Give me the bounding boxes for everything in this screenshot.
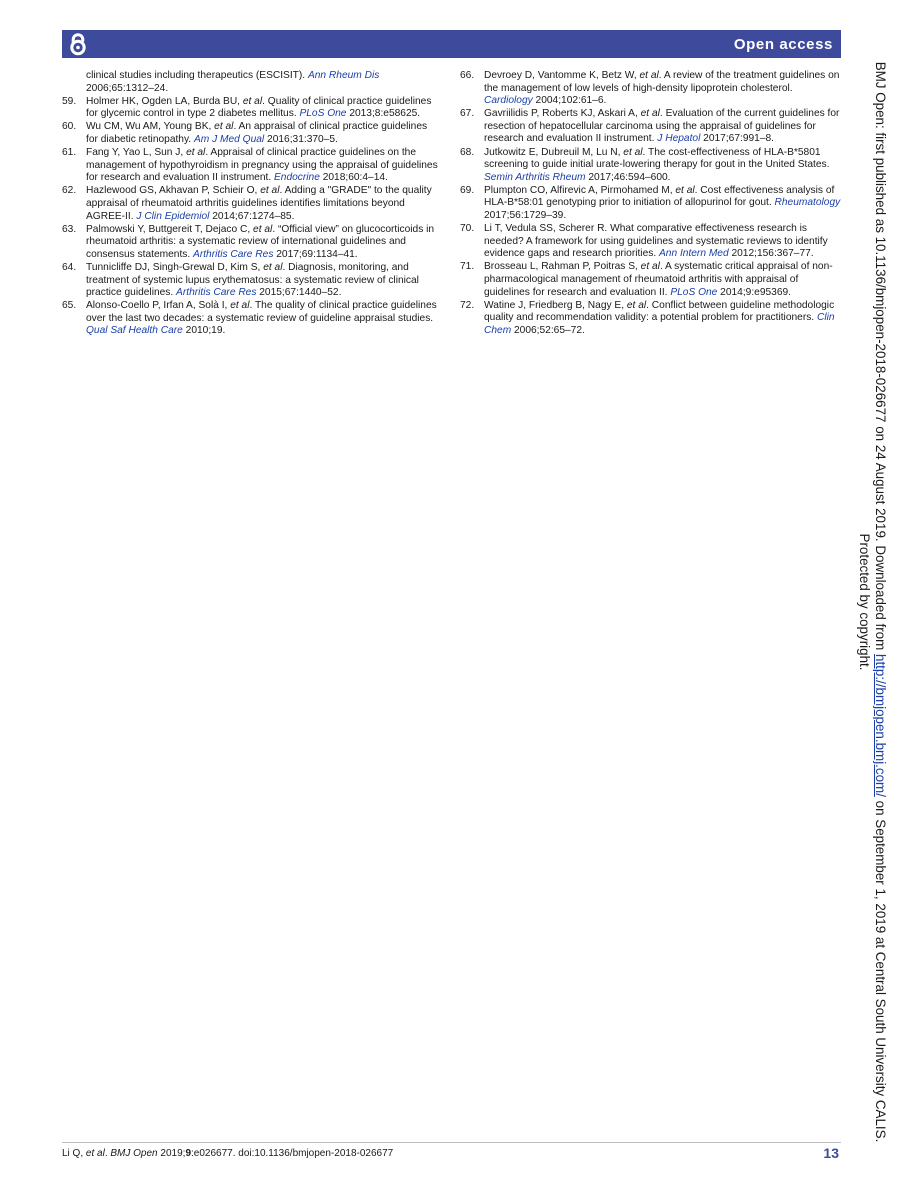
reference-text: . A systematic critical appraisal of non-pharmacological management of rheumatoid arthritis with appraisal of guidelines for research and evaluation II. [484, 261, 833, 298]
reference-citation-detail: 2006;52:65–72. [511, 324, 585, 336]
reference-etal: et al [253, 223, 273, 235]
reference-etal: et al [640, 261, 660, 273]
reference-number: 59. [62, 95, 77, 107]
open-access-label: Open access [733, 36, 833, 53]
reference-item [460, 147, 842, 185]
reference-citation-detail: 2012;156:367–77. [728, 248, 814, 260]
reference-text: Palmowski Y, Buttgereit T, Dejaco C, [86, 223, 254, 235]
reference-text: Fang Y, Yao L, Sun J, [86, 147, 187, 159]
reference-number: 68. [460, 146, 475, 158]
footer-citation [62, 1148, 393, 1159]
reference-etal: et al [186, 147, 206, 159]
reference-item [62, 262, 438, 300]
reference-etal: et al [263, 261, 283, 273]
reference-item [62, 185, 438, 223]
reference-etal: et al [640, 108, 660, 120]
reference-text: . The cost-effectiveness of HLA-B*5801 screening to guide initial urate-lowering therapy for gout in the United States. [484, 146, 830, 171]
reference-citation-detail: 2006;65:1312–24. [86, 82, 169, 94]
reference-number: 60. [62, 121, 77, 133]
reference-number: 65. [62, 300, 77, 312]
reference-text: Hazlewood GS, Akhavan P, Schieir O, [86, 185, 261, 197]
reference-item [62, 300, 438, 338]
reference-journal-link[interactable]: Semin Arthritis Rheum [484, 171, 586, 183]
reference-text: clinical studies including therapeutics (ESCISIT). [86, 70, 308, 81]
reference-list-left-column [62, 70, 438, 338]
reference-item [62, 96, 438, 121]
reference-citation-detail: 2017;46:594–600. [585, 171, 671, 183]
reference-journal-link[interactable]: Rheumatology [774, 197, 841, 209]
reference-text: Li T, Vedula SS, Scherer R. What comparative effectiveness research is needed? A framework for using guidelines and systematic reviews to identify evidence gaps and research priorities. [484, 223, 828, 260]
reference-text: . Cost effectiveness analysis of HLA-B*58:01 genotyping prior to initiation of allopurinol for gout. [484, 184, 835, 209]
reference-number: 72. [460, 299, 475, 311]
reference-text: . Evaluation of the current guidelines for resection of hepatocellular carcinoma using the appraisal of guidelines for research and evaluation II instrument. [484, 108, 840, 145]
reference-citation-detail: 2014;67:1274–85. [209, 210, 295, 222]
reference-item [62, 224, 438, 262]
reference-citation-detail: 2015;67:1440–52. [256, 287, 342, 299]
reference-number: 62. [62, 185, 77, 197]
reference-number: 71. [460, 261, 475, 273]
reference-journal-link[interactable]: Clin Chem [484, 312, 835, 336]
reference-text: Gavriilidis P, Roberts KJ, Askari A, [484, 108, 641, 120]
reference-text: . An appraisal of clinical practice guidelines for diabetic retinopathy. [86, 121, 428, 145]
reference-number: 64. [62, 261, 77, 273]
reference-journal-link[interactable]: Ann Rheum Dis [307, 70, 380, 81]
reference-journal-link[interactable]: Arthritis Care Res [176, 287, 257, 299]
reference-citation-detail: 2016;31:370–5. [264, 133, 338, 145]
footer-volume: 9 [185, 1148, 191, 1159]
reference-text: Jutkowitz E, Dubreuil M, Lu N, [484, 146, 624, 158]
footer-separator: . [104, 1148, 111, 1159]
reference-journal-link[interactable]: J Clin Epidemiol [136, 210, 210, 222]
side-copyright-notice [857, 52, 888, 1152]
side-notice-line-2: Protected by copyright. [857, 533, 873, 671]
reference-journal-link[interactable]: Arthritis Care Res [193, 248, 274, 260]
reference-number: 67. [460, 108, 475, 120]
reference-journal-link[interactable]: Endocrine [274, 172, 320, 184]
reference-number: 66. [460, 70, 475, 81]
reference-text: . Diagnosis, monitoring, and treatment of systemic lupus erythematosus: a systematic review of clinical practice guidelines. [86, 261, 419, 299]
reference-number: 70. [460, 223, 475, 235]
reference-list-right-column [460, 70, 842, 338]
reference-item [460, 223, 842, 261]
side-notice-text-end: on September 1, 2019 at Central South University CALIS. [873, 796, 888, 1143]
reference-journal-link[interactable]: Am J Med Qual [193, 133, 265, 145]
reference-journal-link[interactable]: Ann Intern Med [658, 248, 729, 260]
reference-text: Watine J, Friedberg B, Nagy E, [484, 299, 627, 311]
reference-etal: et al [626, 299, 647, 311]
reference-etal: et al [214, 121, 234, 133]
footer-etal: et al [85, 1148, 105, 1159]
page-number: 13 [823, 1145, 839, 1161]
reference-text: . Adding a "GRADE" to the quality appraisal of rheumatoid arthritis guidelines identifies limitations beyond AGREE-II. [86, 185, 432, 222]
footer-doi: :e026677. doi:10.1136/bmjopen-2018-026677 [191, 1148, 394, 1159]
reference-number: 61. [62, 147, 77, 159]
journal-header-bar [62, 30, 841, 58]
reference-text: Wu CM, Wu AM, Young BK, [86, 121, 215, 133]
reference-number: 69. [460, 184, 475, 196]
open-access-lock-icon [66, 32, 90, 56]
reference-item [460, 70, 842, 108]
reference-citation-detail: 2017;69:1134–41. [273, 248, 358, 260]
reference-journal-link[interactable]: J Hepatol [657, 133, 701, 145]
reference-text: . Quality of clinical practice guidelines for glycemic control in type 2 diabetes mellitus. [86, 95, 432, 120]
footer-journal-name: BMJ Open [110, 1148, 158, 1159]
reference-etal: et al [230, 300, 250, 312]
reference-journal-link[interactable]: PLoS One [670, 286, 718, 298]
reference-text: Alonso-Coello P, Irfan A, Solà I, [86, 300, 231, 312]
reference-text: . A review of the treatment guidelines on the management of low levels of high-density lipoprotein cholesterol. [484, 70, 840, 94]
footer-year: 2019; [157, 1148, 186, 1159]
footer-divider [62, 1142, 841, 1143]
side-notice-text: BMJ Open: first published as 10.1136/bmjopen-2018-026677 on 24 August 2019. Downloaded from [873, 61, 888, 655]
reference-text: . “Official view” on glucocorticoids in rheumatoid arthritis: a systematic review of international guidelines and consensus statements. [86, 223, 435, 260]
reference-citation-detail: 2014;9:e95369. [717, 286, 791, 298]
reference-text: . Appraisal of clinical practice guidelines on the management of hypothyroidism in pregnancy using the appraisal of guidelines for research and evaluation II instrument. [86, 147, 438, 184]
reference-etal: et al [623, 146, 643, 158]
reference-number: 63. [62, 223, 77, 235]
bmjopen-site-link[interactable]: http://bmjopen.bmj.com/ [873, 654, 888, 797]
reference-text: Holmer HK, Ogden LA, Burda BU, [86, 95, 243, 107]
reference-item [460, 261, 842, 299]
reference-item [62, 147, 438, 185]
footer-authors: Li Q, [62, 1148, 86, 1159]
reference-item [460, 300, 842, 338]
reference-citation-detail: 2017;56:1729–39. [484, 210, 567, 222]
reference-item [460, 108, 842, 146]
reference-etal: et al [242, 95, 263, 107]
reference-text: Brosseau L, Rahman P, Poitras S, [484, 261, 641, 273]
reference-text: Plumpton CO, Alfirevic A, Pirmohamed M, [484, 184, 676, 196]
reference-journal-link[interactable]: Qual Saf Health Care [86, 325, 183, 337]
reference-text: Devroey D, Vantomme K, Betz W, [484, 70, 640, 81]
reference-journal-link[interactable]: Cardiology [484, 95, 533, 107]
side-notice-line-1 [873, 52, 889, 1152]
reference-text: . Conflict between guideline methodologic quality and recommendation validity: a potential problem for practitioners. [484, 299, 835, 324]
reference-citation-detail: 2018;60:4–14. [319, 172, 388, 184]
reference-journal-link[interactable]: PLoS One [299, 108, 347, 120]
reference-citation-detail: 2017;67:991–8. [700, 133, 774, 145]
reference-citation-detail: 2013;8:e58625. [346, 108, 421, 120]
reference-etal: et al [260, 185, 280, 197]
reference-text: . The quality of clinical practice guidelines over the last two decades: a systematic review of guideline appraisal studies. [86, 300, 437, 324]
reference-text: Tunnicliffe DJ, Singh-Grewal D, Kim S, [86, 261, 264, 273]
reference-item [62, 70, 438, 95]
reference-citation-detail: 2004;102:61–6. [532, 95, 607, 107]
reference-item [62, 121, 438, 146]
reference-item [460, 185, 842, 223]
reference-citation-detail: 2010;19. [182, 325, 226, 337]
reference-etal: et al [639, 70, 659, 81]
reference-etal: et al [675, 184, 695, 196]
